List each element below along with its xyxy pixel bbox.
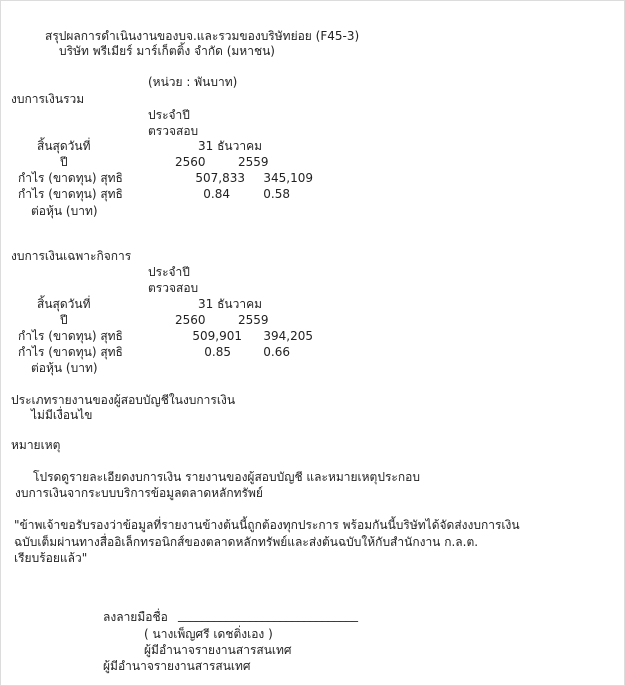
signature-line: ______________________________ bbox=[178, 608, 358, 622]
separate-net-profit-2560: 509,901 bbox=[192, 329, 242, 343]
consolidated-net-profit-2559: 345,109 bbox=[263, 171, 313, 185]
unit-label: (หน่วย : พันบาท) bbox=[148, 75, 238, 89]
separate-eps-label: กำไร (ขาดทุน) สุทธิ bbox=[18, 345, 123, 359]
signatory-role: ผู้มีอำนาจรายงานสารสนเทศ bbox=[103, 659, 251, 673]
consolidated-eps-2560: 0.84 bbox=[203, 187, 230, 201]
separate-period-end-value: 31 ธันวาคม bbox=[198, 297, 263, 311]
separate-eps-2559: 0.66 bbox=[263, 345, 290, 359]
consolidated-year-1: 2560 bbox=[175, 155, 206, 169]
consolidated-eps-label-2: ต่อหุ้น (บาท) bbox=[31, 204, 98, 218]
consolidated-net-profit-2560: 507,833 bbox=[195, 171, 245, 185]
signatory-title: ผู้มีอำนาจรายงานสารสนเทศ bbox=[144, 643, 292, 657]
separate-heading: งบการเงินเฉพาะกิจการ bbox=[11, 249, 132, 263]
signature-label: ลงลายมือชื่อ bbox=[103, 610, 168, 624]
consolidated-net-profit-label: กำไร (ขาดทุน) สุทธิ bbox=[18, 171, 123, 185]
remarks-line-1: โปรดดูรายละเอียดงบการเงิน รายงานของผู้สอบบัญชี และหมายเหตุประกอบ bbox=[33, 470, 420, 484]
company-name: บริษัท พรีเมียร์ มาร์เก็ตติ้ง จำกัด (มหาชน) bbox=[59, 44, 275, 58]
consolidated-audit: ตรวจสอบ bbox=[148, 124, 199, 138]
separate-net-profit-label: กำไร (ขาดทุน) สุทธิ bbox=[18, 329, 123, 343]
consolidated-eps-label: กำไร (ขาดทุน) สุทธิ bbox=[18, 187, 123, 201]
separate-year-2: 2559 bbox=[238, 313, 269, 327]
consolidated-year-2: 2559 bbox=[238, 155, 269, 169]
consolidated-period-end-value: 31 ธันวาคม bbox=[198, 139, 263, 153]
consolidated-eps-2559: 0.58 bbox=[263, 187, 290, 201]
certification-line-1: "ข้าพเจ้าขอรับรองว่าข้อมูลที่รายงานข้างต้นนี้ถูกต้องทุกประการ พร้อมกันนี้บริษัทได้จัดส่งงบการเงิน bbox=[14, 518, 520, 532]
consolidated-period-type: ประจำปี bbox=[148, 108, 190, 122]
consolidated-year-label: ปี bbox=[60, 155, 68, 169]
separate-year-1: 2560 bbox=[175, 313, 206, 327]
remarks-line-2: งบการเงินจากระบบบริการข้อมูลตลาดหลักทรัพย์ bbox=[15, 486, 263, 500]
consolidated-period-end-label: สิ้นสุดวันที่ bbox=[37, 139, 91, 153]
auditor-report-value: ไม่มีเงื่อนไข bbox=[31, 408, 93, 422]
consolidated-heading: งบการเงินรวม bbox=[11, 92, 85, 106]
certification-line-3: เรียบร้อยแล้ว" bbox=[14, 551, 88, 565]
document-title: สรุปผลการดำเนินงานของบจ.และรวมของบริษัทย่อย (F45-3) bbox=[45, 29, 360, 43]
remarks-heading: หมายเหตุ bbox=[11, 438, 61, 452]
separate-period-end-label: สิ้นสุดวันที่ bbox=[37, 297, 91, 311]
separate-eps-label-2: ต่อหุ้น (บาท) bbox=[31, 361, 98, 375]
separate-net-profit-2559: 394,205 bbox=[263, 329, 313, 343]
auditor-report-heading: ประเภทรายงานของผู้สอบบัญชีในงบการเงิน bbox=[11, 393, 236, 407]
signatory-name: ( นางเพ็ญศรี เดชติ่งเอง ) bbox=[144, 627, 273, 641]
separate-year-label: ปี bbox=[60, 313, 68, 327]
separate-eps-2560: 0.85 bbox=[204, 345, 231, 359]
separate-period-type: ประจำปี bbox=[148, 265, 190, 279]
certification-line-2: ฉบับเต็มผ่านทางสื่ออิเล็กทรอนิกส์ของตลาดหลักทรัพย์และส่งต้นฉบับให้กับสำนักงาน ก.ล.ต. bbox=[14, 535, 479, 549]
separate-audit: ตรวจสอบ bbox=[148, 281, 199, 295]
